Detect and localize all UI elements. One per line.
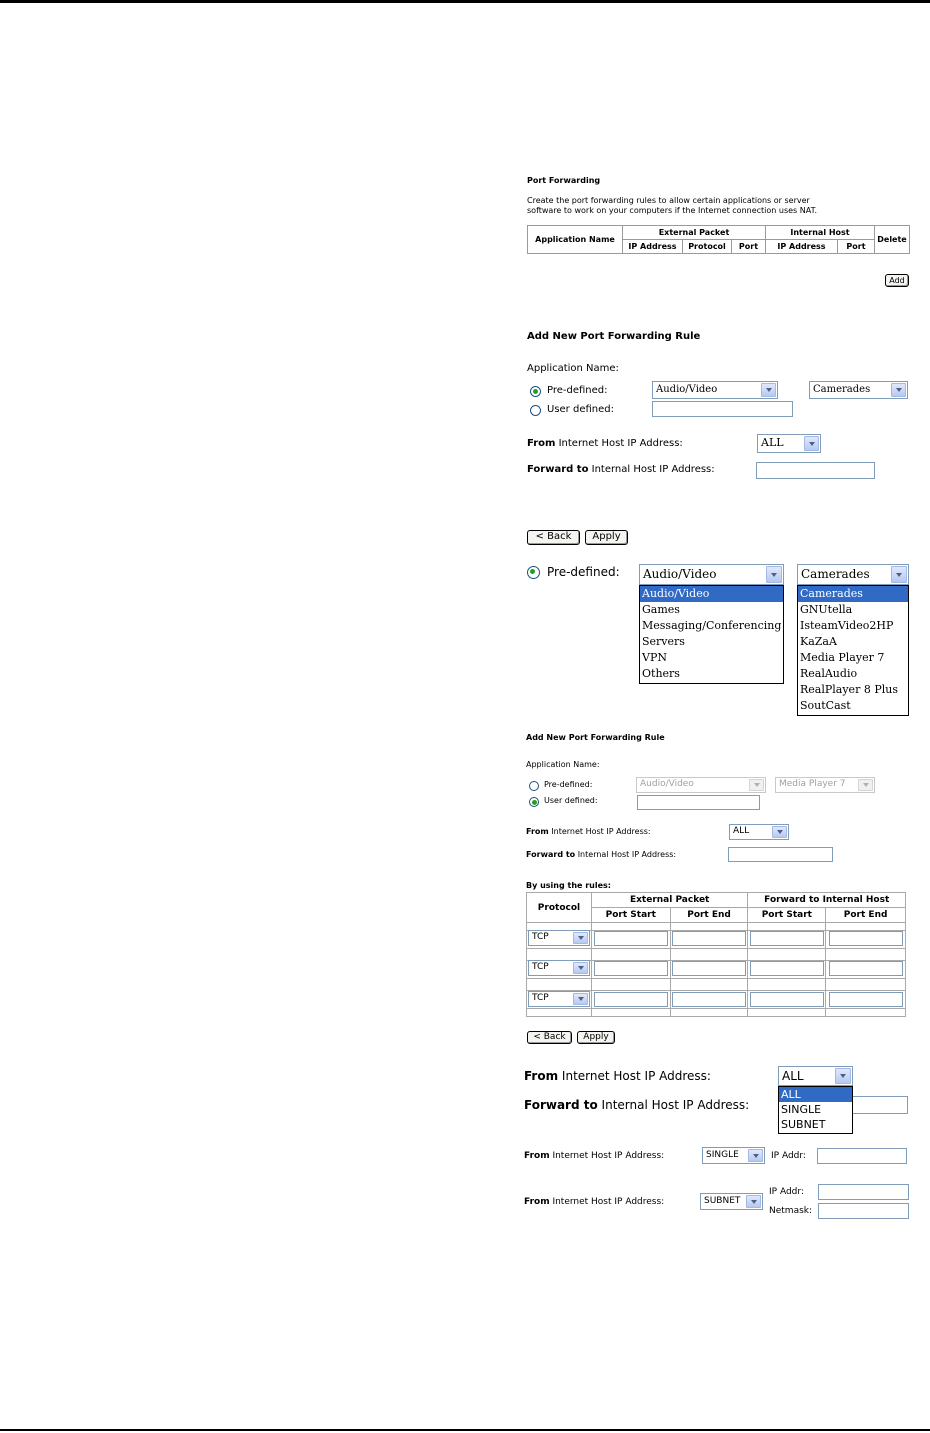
- form1-from-value: ALL: [761, 436, 784, 449]
- single-from-bold: From: [524, 1151, 550, 1161]
- subnet-netmask-label: Netmask:: [769, 1206, 813, 1216]
- rules-spacer: [670, 923, 748, 931]
- form1-category-select[interactable]: [652, 381, 778, 399]
- subnet-from-bold: From: [524, 1197, 550, 1207]
- app-option[interactable]: KaZaA: [800, 635, 837, 648]
- form2-back-button[interactable]: < Back: [527, 1031, 572, 1044]
- demo-category-select[interactable]: [639, 564, 784, 585]
- rules-col-protocol: Protocol: [527, 893, 592, 923]
- form1-userdefined-radio[interactable]: [530, 405, 541, 416]
- rule2-ext-start-input[interactable]: [594, 961, 668, 976]
- form1-predefined-radio[interactable]: [530, 386, 541, 397]
- form1-app-select[interactable]: [809, 381, 908, 399]
- subnet-ip-label: IP Addr:: [769, 1187, 804, 1197]
- ip-option-single[interactable]: SINGLE: [781, 1103, 822, 1116]
- ipdemo-fwd-bold: Forward to: [524, 1098, 598, 1112]
- form2-apply-button[interactable]: Apply: [577, 1031, 615, 1044]
- rules-spacer: [591, 979, 670, 991]
- chevron-down-icon: [766, 566, 782, 583]
- rule3-protocol-select[interactable]: [528, 991, 590, 1007]
- col-app-name: Application Name: [528, 226, 623, 254]
- rules-spacer: [591, 1009, 670, 1017]
- form2-predefined-label: Pre-defined:: [544, 780, 593, 789]
- subnet-select-value: SUBNET: [704, 1196, 741, 1206]
- form2-app-select[interactable]: [775, 777, 875, 793]
- category-option[interactable]: Audio/Video: [640, 586, 783, 602]
- chevron-down-icon: [858, 779, 873, 791]
- rules-spacer: [748, 979, 826, 991]
- rules-spacer: [670, 979, 748, 991]
- rule2-ext-end-input[interactable]: [672, 961, 746, 976]
- rules-spacer: [591, 923, 670, 931]
- rules-spacer: [826, 979, 906, 991]
- form2-from-select[interactable]: [729, 824, 789, 840]
- demo-predefined-radio[interactable]: [527, 566, 540, 579]
- rules-spacer: [826, 1009, 906, 1017]
- pf-rules-table: [527, 225, 910, 254]
- ip-option-all[interactable]: ALL: [779, 1087, 852, 1102]
- chevron-down-icon: [573, 993, 588, 1005]
- col-ext-protocol: Protocol: [683, 240, 732, 254]
- form1-fwd-label: [527, 464, 715, 475]
- form1-title: Add New Port Forwarding Rule: [527, 331, 701, 342]
- rule3-int-start-input[interactable]: [750, 992, 824, 1007]
- subnet-from-rest: Internet Host IP Address:: [549, 1197, 665, 1207]
- demo-app-select[interactable]: [797, 564, 909, 585]
- subnet-netmask-input[interactable]: [818, 1203, 909, 1219]
- rule1-ext-start-input[interactable]: [594, 931, 668, 946]
- rule1-protocol-value: TCP: [532, 932, 549, 942]
- page-top-rule: [0, 0, 930, 3]
- rules-col-forward-internal: Forward to Internal Host: [748, 893, 906, 908]
- rules-col-external-packet: External Packet: [591, 893, 748, 908]
- form2-title: Add New Port Forwarding Rule: [526, 733, 665, 742]
- chevron-down-icon: [748, 1149, 763, 1162]
- rule3-ext-end-input[interactable]: [672, 992, 746, 1007]
- ipdemo-fwd-rest: Internal Host IP Address:: [597, 1098, 750, 1112]
- ipdemo-from-select[interactable]: [778, 1066, 853, 1086]
- rule1-ext-end-input[interactable]: [672, 931, 746, 946]
- rules-spacer: [748, 923, 826, 931]
- page-bottom-rule: [0, 1429, 930, 1431]
- category-option[interactable]: Games: [642, 603, 680, 616]
- chevron-down-icon: [761, 383, 776, 397]
- subnet-from-label: [524, 1197, 664, 1207]
- chevron-down-icon: [891, 383, 906, 397]
- single-select[interactable]: [702, 1147, 765, 1164]
- form2-category-select[interactable]: [636, 777, 766, 793]
- form1-from-bold: From: [527, 438, 556, 449]
- form1-app-name-label: Application Name:: [527, 363, 619, 374]
- rule1-int-start-input[interactable]: [750, 931, 824, 946]
- single-ip-label: IP Addr:: [771, 1151, 806, 1161]
- form2-from-label: [526, 827, 651, 836]
- ipdemo-from-rest: Internet Host IP Address:: [558, 1069, 711, 1083]
- app-option[interactable]: GNUtella: [800, 603, 853, 616]
- ipdemo-option-list[interactable]: [778, 1086, 853, 1134]
- rules-spacer: [527, 949, 592, 961]
- app-option[interactable]: Media Player 7: [800, 651, 885, 664]
- ipdemo-fwd-input[interactable]: [850, 1096, 908, 1114]
- col-ext-port: Port: [732, 240, 766, 254]
- form2-app-value: Media Player 7: [779, 779, 846, 789]
- form1-userdefined-input[interactable]: [652, 401, 793, 417]
- form1-userdefined-label: User defined:: [547, 404, 614, 415]
- ip-option-subnet[interactable]: SUBNET: [781, 1118, 826, 1131]
- chevron-down-icon: [804, 436, 819, 451]
- category-option[interactable]: Messaging/Conferencing: [642, 619, 782, 632]
- rules-spacer: [591, 949, 670, 961]
- single-from-rest: Internet Host IP Address:: [549, 1151, 665, 1161]
- demo-app-list[interactable]: [797, 585, 909, 716]
- ipdemo-from-label: [524, 1069, 711, 1083]
- col-ext-ip: IP Address: [623, 240, 683, 254]
- form1-from-select[interactable]: [757, 434, 821, 453]
- pf-description: [527, 196, 817, 216]
- rule3-protocol-value: TCP: [532, 993, 549, 1003]
- category-option[interactable]: Others: [642, 667, 680, 680]
- single-ip-input[interactable]: [817, 1148, 907, 1164]
- rules-spacer: [748, 949, 826, 961]
- form1-fwd-input[interactable]: [756, 462, 875, 479]
- form2-from-bold: From: [526, 827, 549, 836]
- ipdemo-from-value: ALL: [782, 1069, 804, 1083]
- app-option[interactable]: RealPlayer 8 Plus: [800, 683, 898, 696]
- pf-title: Port Forwarding: [527, 176, 601, 185]
- rules-spacer: [748, 1009, 826, 1017]
- chevron-down-icon: [749, 779, 764, 791]
- chevron-down-icon: [746, 1195, 761, 1208]
- col-int-port: Port: [838, 240, 875, 254]
- rule1-int-end-input[interactable]: [829, 931, 903, 946]
- form2-fwd-input[interactable]: [728, 847, 833, 862]
- form2-rules-label: By using the rules:: [526, 881, 612, 890]
- rules-col-int-port-end: Port End: [826, 908, 906, 923]
- col-external-packet: External Packet: [623, 226, 766, 240]
- pf-desc-line2: software to work on your computers if the Internet connection uses NAT.: [527, 206, 818, 215]
- rule2-protocol-select[interactable]: [528, 960, 590, 976]
- form2-userdefined-label: User defined:: [544, 796, 598, 805]
- rule2-protocol-value: TCP: [532, 962, 549, 972]
- form2-userdefined-input[interactable]: [637, 795, 760, 810]
- col-int-ip: IP Address: [766, 240, 838, 254]
- chevron-down-icon: [573, 962, 588, 974]
- form1-predefined-label: Pre-defined:: [547, 385, 608, 396]
- form1-fwd-rest: Internal Host IP Address:: [588, 464, 715, 475]
- category-option[interactable]: VPN: [642, 651, 667, 664]
- form2-fwd-bold: Forward to: [526, 850, 576, 859]
- demo-category-list[interactable]: [639, 585, 784, 684]
- rule2-int-end-input[interactable]: [829, 961, 903, 976]
- add-button[interactable]: Add: [885, 274, 909, 287]
- form1-back-button[interactable]: < Back: [527, 530, 580, 545]
- app-option[interactable]: RealAudio: [800, 667, 858, 680]
- chevron-down-icon: [573, 932, 588, 944]
- pf-desc-line1: Create the port forwarding rules to allow certain applications or server: [527, 196, 810, 205]
- demo-predefined-label: Pre-defined:: [547, 565, 620, 579]
- form1-from-label: [527, 438, 683, 449]
- form2-predefined-radio[interactable]: [529, 781, 539, 791]
- rules-col-int-port-start: Port Start: [748, 908, 826, 923]
- category-option[interactable]: Servers: [642, 635, 685, 648]
- form1-app-value: Camerades: [813, 384, 871, 395]
- ipdemo-from-bold: From: [524, 1069, 559, 1083]
- form2-app-name-label: Application Name:: [526, 760, 600, 769]
- rule3-int-end-input[interactable]: [829, 992, 903, 1007]
- demo-app-value: Camerades: [801, 567, 870, 581]
- rules-spacer: [670, 1009, 748, 1017]
- rules-spacer: [670, 949, 748, 961]
- rules-spacer: [826, 949, 906, 961]
- ipdemo-fwd-label: [524, 1098, 749, 1112]
- form2-fwd-rest: Internal Host IP Address:: [575, 850, 677, 859]
- subnet-select[interactable]: [700, 1193, 763, 1210]
- form2-userdefined-radio[interactable]: [529, 797, 539, 807]
- form2-from-rest: Internet Host IP Address:: [548, 827, 651, 836]
- rules-col-ext-port-start: Port Start: [591, 908, 670, 923]
- app-option[interactable]: IsteamVideo2HP: [800, 619, 894, 632]
- rule3-ext-start-input[interactable]: [594, 992, 668, 1007]
- app-option[interactable]: Camerades: [798, 586, 908, 602]
- chevron-down-icon: [891, 566, 907, 583]
- form1-fwd-bold: Forward to: [527, 464, 589, 475]
- subnet-ip-input[interactable]: [818, 1184, 909, 1200]
- rules-spacer: [826, 923, 906, 931]
- demo-category-value: Audio/Video: [643, 567, 717, 581]
- rules-spacer: [527, 1009, 592, 1017]
- form2-from-value: ALL: [733, 826, 750, 836]
- rule1-protocol-select[interactable]: [528, 930, 590, 946]
- form1-category-value: Audio/Video: [656, 384, 718, 395]
- form2-fwd-label: [526, 850, 676, 859]
- rules-col-ext-port-end: Port End: [670, 908, 748, 923]
- form1-apply-button[interactable]: Apply: [585, 530, 628, 545]
- chevron-down-icon: [835, 1068, 851, 1084]
- rule2-int-start-input[interactable]: [750, 961, 824, 976]
- form2-category-value: Audio/Video: [640, 779, 694, 789]
- app-option[interactable]: SoutCast: [800, 699, 851, 712]
- form1-from-rest: Internet Host IP Address:: [555, 438, 683, 449]
- col-internal-host: Internal Host: [766, 226, 875, 240]
- single-select-value: SINGLE: [706, 1150, 739, 1160]
- single-from-label: [524, 1151, 664, 1161]
- col-delete: Delete: [875, 226, 910, 254]
- rules-spacer: [527, 979, 592, 991]
- chevron-down-icon: [772, 826, 787, 838]
